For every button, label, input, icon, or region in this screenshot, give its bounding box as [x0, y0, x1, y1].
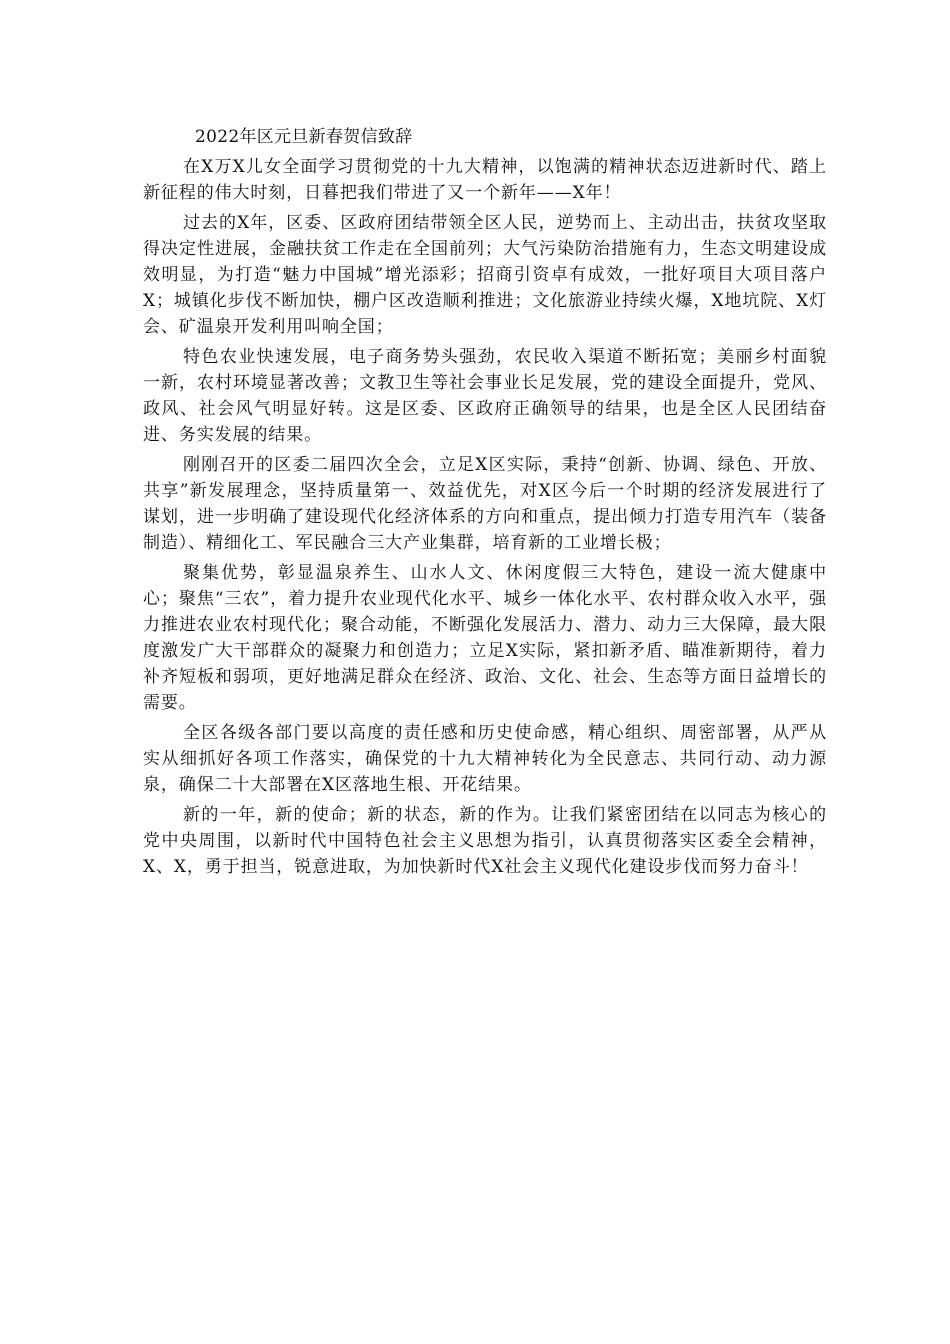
paragraph-4: 刚刚召开的区委二届四次全会，立足X区实际，秉持“创新、协调、绿色、开放、共享”新发展理念，坚持质量第一、效益优先，对X区今后一个时期的经济发展进行了谋划，进一步明确了建设现代化经济体系的方向和重点，提出倾力打造专用汽车（装备制造）、精细化工、军民融合三大产业集群，培育新的工业增长极； [143, 455, 827, 553]
paragraph-3: 特色农业快速发展，电子商务势头强劲，农民收入渠道不断拓宽；美丽乡村面貌一新，农村环境显著改善；文教卫生等社会事业长足发展，党的建设全面提升，党风、政风、社会风气明显好转。这是区委、区政府正确领导的结果，也是全区人民团结奋进、务实发展的结果。 [143, 347, 827, 445]
paragraph-2: 过去的X年，区委、区政府团结带领全区人民，逆势而上、主动出击，扶贫攻坚取得决定性进展，金融扶贫工作走在全国前列；大气污染防治措施有力，生态文明建设成效明显，为打造“魅力中国城”增光添彩；招商引资卓有成效，一批好项目大项目落户X；城镇化步伐不断加快，棚户区改造顺利推进；文化旅游业持续火爆，X地坑院、X灯会、矿温泉开发利用叫响全国； [143, 213, 827, 337]
paragraph-5: 聚集优势，彰显温泉养生、山水人文、休闲度假三大特色，建设一流大健康中心；聚焦“三农”，着力提升农业现代化水平、城乡一体化水平、农村群众收入水平，强力推进农业农村现代化；聚合动能，不断强化发展活力、潜力、动力三大保障，最大限度激发广大干部群众的凝聚力和创造力；立足X实际，紧扣新矛盾、瞄准新期待，着力补齐短板和弱项，更好地满足群众在经济、政治、文化、社会、生态等方面日益增长的需要。 [143, 563, 827, 713]
paragraph-7: 新的一年，新的使命；新的状态，新的作为。让我们紧密团结在以同志为核心的党中央周围，以新时代中国特色社会主义思想为指引，认真贯彻落实区委全会精神，X、X，勇于担当，锐意进取，为加快新时代X社会主义现代化建设步伐而努力奋斗！ [143, 805, 827, 877]
paragraph-1: 在X万X儿女全面学习贯彻党的十九大精神，以饱满的精神状态迈进新时代、踏上新征程的伟大时刻，日暮把我们带进了又一个新年——X年！ [143, 157, 827, 203]
document-page [143, 124, 827, 884]
paragraph-6: 全区各级各部门要以高度的责任感和历史使命感，精心组织、周密部署，从严从实从细抓好各项工作落实，确保党的十九大精神转化为全民意志、共同行动、动力源泉，确保二十大部署在X区落地生根、开花结果。 [143, 723, 827, 795]
document-title: 2022年区元旦新春贺信致辞 [195, 127, 413, 147]
